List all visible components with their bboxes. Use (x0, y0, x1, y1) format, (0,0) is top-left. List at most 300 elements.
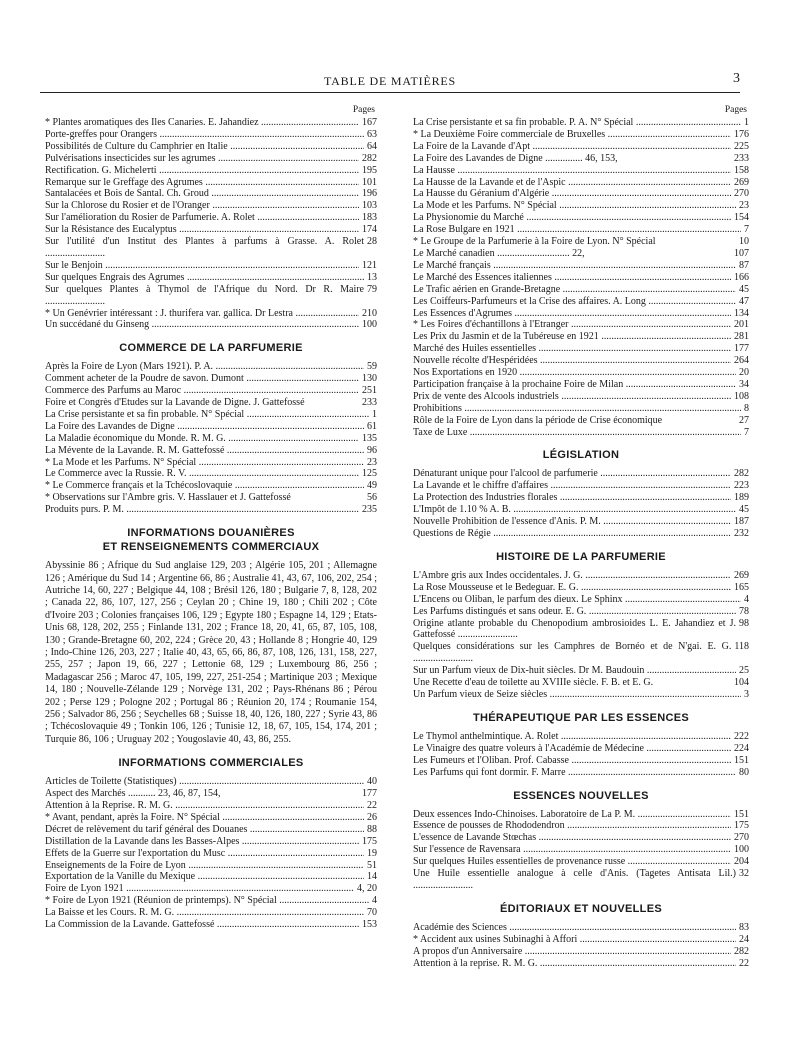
entry-title: Exportation de la Vanille du Mexique ..... (45, 871, 364, 883)
entry-title: Marché des Huiles essentielles ..... (413, 343, 731, 355)
entry-title: Le Marché français ..... (413, 260, 736, 272)
toc-entry (45, 480, 377, 492)
toc-entry (45, 919, 377, 931)
entry-page: 154 (734, 212, 749, 224)
toc-entry (413, 665, 749, 677)
entry-page: 201 (734, 319, 749, 331)
entry-page: 195 (362, 164, 377, 176)
entry-page: 269 (734, 176, 749, 188)
toc-entry (45, 177, 377, 189)
entry-title: La Foire des Lavandes de Digne ..... (45, 421, 364, 433)
entry-page: 187 (734, 516, 749, 528)
entry-page: 165 (734, 581, 749, 593)
toc-entry (413, 284, 749, 296)
entry-page: 10 (739, 236, 749, 248)
entry-title: Effets de la Guerre sur l'exportation du Musc ..... (45, 848, 364, 860)
entry-page: 175 (362, 835, 377, 847)
entry-title: Articles de Toilette (Statistiques) ..... (45, 776, 364, 788)
entry-title: Un Parfum vieux de Seize siècles ..... (413, 689, 741, 701)
toc-entry (413, 832, 749, 844)
list-legislation (413, 468, 749, 539)
toc-entry (45, 284, 377, 308)
entry-title: Foire de Lyon 1921 ..... (45, 883, 354, 895)
toc-entry (413, 516, 749, 528)
entry-page: 47 (739, 295, 749, 307)
toc-entry (45, 433, 377, 445)
entry-title: Essence de pousses de Rhododendron ..... (413, 820, 731, 832)
list-histoire (413, 570, 749, 701)
entry-title: Enseignements de la Foire de Lyon ..... (45, 860, 364, 872)
entry-title: Attention à la Reprise. R. M. G. ..... (45, 800, 364, 812)
toc-entry (413, 922, 749, 934)
page-header (40, 68, 740, 93)
entry-page: 28 (367, 236, 377, 248)
entry-title: Comment acheter de la Poudre de savon. Dumont ..... (45, 373, 359, 385)
entry-page: 59 (367, 361, 377, 373)
entry-title: Quelques considérations sur les Camphres de Bornéo et de N'gai. E. G. ..... (413, 641, 731, 665)
entry-page: 22 (739, 957, 749, 969)
entry-title: Décret de relèvement du tarif général des Douanes ..... (45, 824, 364, 836)
toc-entry (45, 236, 377, 260)
entry-page: 135 (362, 432, 377, 444)
entry-title: Sur le Benjoin ..... (45, 260, 359, 272)
entry-title: La Rose Bulgare en 1921 ..... (413, 224, 741, 236)
entry-title: La Lavande et le chiffre d'affaires ..... (413, 480, 731, 492)
entry-title: Participation française à la prochaine Foire de Milan ..... (413, 379, 736, 391)
pages-label-right: Pages (724, 105, 747, 115)
section-title-histoire: HISTOIRE DE LA PARFUMERIE (496, 550, 666, 563)
section-title-douanes-line1: INFORMATIONS DOUANIÈRES (127, 527, 295, 540)
toc-entry (45, 200, 377, 212)
entry-title: Produits purs. P. M. ..... (45, 504, 359, 516)
entry-title: Nouvelle récolte d'Hespéridées ..... (413, 355, 731, 367)
entry-title: Le Marché des Essences italiennes ..... (413, 272, 731, 284)
toc-entry (45, 776, 377, 788)
entry-title: Les Prix du Jasmin et de la Tubéreuse en 1921 ..... (413, 331, 731, 343)
entry-page: 4 (372, 895, 377, 907)
entry-page: 167 (362, 117, 377, 128)
entry-page: 222 (734, 730, 749, 742)
entry-page: 83 (739, 921, 749, 933)
entry-title: Les Parfums qui font dormir. F. Marre ..... (413, 767, 736, 779)
toc-entry (413, 689, 749, 701)
toc-entry (45, 445, 377, 457)
entry-title: Distillation de la Lavande dans les Basses-Alpes ..... (45, 836, 359, 848)
entry-title: Taxe de Luxe ..... (413, 427, 741, 439)
entry-title: La Hausse ..... (413, 165, 731, 177)
entry-page: 103 (362, 200, 377, 212)
entry-page: 281 (734, 331, 749, 343)
entry-page: 177 (734, 343, 749, 355)
entry-page: 196 (362, 188, 377, 200)
entry-page: 233 (362, 397, 377, 409)
entry-title: * Foire de Lyon 1921 (Réunion de printemps). N° Spécial ..... (45, 895, 369, 907)
douanes-paragraph: Abyssinie 86 ; Afrique du Sud anglaise 129, 203 ; Algérie 105, 201 ; Allemagne 126 ; Amérique du Sud 14 ; Argentine 66, 86 ; Australie 41, 43, 67, 106, 202, 254 ; Autriche 14, 60, 227 ; Belgique 44, 108 ; Brésil 126, 180 ; Bulgarie 7, 8, 128, 202 ; Canada 22, 86, 107, 127, 256 ; Ceylan 20 ; Chine 19, 180 ; Chili 202 ; Côte d'Ivoire 203 ; Colonies françaises 106, 129 ; Egypte 180 ; Espagne 14, 129 ; Etats-Unis 68, 128, 202, 255 ; Finlande 131, 202 ; France 18, 20, 41, 65, 87, 105, 108, 130 ; Grande-Bretagne 60, 202, 224 ; Grèce 20, 43 ; Hollande 8 ; Hongrie 40, 129 ; Indo-Chine 126, 203, 227 ; Italie 40, 43, 65, 66, 86, 87, 108, 126, 131, 158, 227, 255, 257 ; Japon 19, 66, 227 ; Lettonie 68, 129 ; Luxembourg 86, 256 ; Madagascar 256 ; Maroc 47, 105, 199, 227, 251-254 ; Martinique 203 ; Mexique 14, 180 ; Nouvelle-Zélande 129 ; Norvège 131, 202 ; Pays-Rhénans 86 ; Pérou 202 ; Perse 129 ; Pologne 202 ; Portugal 86 ; Réunion 20, 174 ; Roumanie 154, 256 ; Salvador 86, 256 ; Seychelles 68 ; Suisse 18, 40, 126, 180, 227 ; Syrie 43, 86 ; Tchécoslovaquie 49 ; Tonkin 106, 126 ; Tunisie 12, 18, 67, 105, 154, 174, 201 ; Turquie 86, 106 ; Uruguay 202 ; Yougoslavie 40, 43, 86, 255. (45, 560, 377, 745)
entry-title: Sur l'essence de Ravensara ..... (413, 844, 731, 856)
entry-page: 56 (367, 492, 377, 504)
entry-page: 232 (734, 528, 749, 539)
entry-page: 100 (734, 844, 749, 856)
entry-page: 151 (734, 754, 749, 766)
toc-entry (413, 618, 749, 642)
entry-title: * Accident aux usines Subinaghi à Affori ..... (413, 934, 736, 946)
entry-page: 251 (362, 385, 377, 397)
entry-page: 61 (367, 420, 377, 432)
entry-title: Dénaturant unique pour l'alcool de parfumerie ..... (413, 468, 731, 480)
section-title-douanes (45, 526, 377, 554)
list-therapeutique (413, 731, 749, 779)
entry-page: 204 (734, 856, 749, 868)
entry-page: 45 (739, 504, 749, 516)
entry-page: 32 (739, 868, 749, 880)
toc-entry (413, 946, 749, 958)
toc-entry (413, 379, 749, 391)
entry-page: 100 (362, 319, 377, 331)
toc-entry (45, 272, 377, 284)
entry-title: Les Essences d'Agrumes ..... (413, 308, 731, 320)
entry-page: 64 (367, 140, 377, 152)
toc-entry (413, 272, 749, 284)
entry-page: 177 (362, 788, 377, 800)
entry-page: 282 (734, 945, 749, 957)
entry-page: 224 (734, 742, 749, 754)
entry-title: Sur la Chlorose du Rosier et de l'Oranger ..... (45, 200, 359, 212)
entry-page: 183 (362, 212, 377, 224)
toc-entry (45, 788, 377, 800)
toc-entry (45, 871, 377, 883)
entry-page: 176 (734, 128, 749, 140)
entry-page: 282 (734, 468, 749, 480)
toc-entry (413, 856, 749, 868)
toc-entry (45, 895, 377, 907)
entry-title: Origine atlante probable du Chenopodium ambrosioides L. E. Jahandiez et J. Gattefossé ..... (413, 618, 736, 642)
entry-page: 49 (367, 480, 377, 492)
entry-page: 27 (739, 414, 749, 426)
toc-entry (413, 331, 749, 343)
entry-title: * Plantes aromatiques des Iles Canaries. E. Jahandiez ..... (45, 117, 359, 129)
entry-page: 79 (367, 283, 377, 295)
entry-title: Le Trafic aérien en Grande-Bretagne ..... (413, 284, 736, 296)
toc-entry (45, 848, 377, 860)
right-column (413, 104, 749, 969)
toc-entry (413, 809, 749, 821)
entry-title: Les Parfums distingués et sans odeur. E. G. ..... (413, 606, 736, 618)
toc-entry (413, 391, 749, 403)
entry-page: 20 (739, 367, 749, 379)
toc-entry (413, 958, 749, 970)
toc-entry (45, 824, 377, 836)
entry-page: 22 (367, 800, 377, 811)
toc-entry (45, 373, 377, 385)
entry-page: 1 (744, 117, 749, 128)
entry-page: 264 (734, 355, 749, 367)
entry-title: Sur quelques Huiles essentielles de provenance russe ..... (413, 856, 731, 868)
toc-entry (413, 606, 749, 618)
section-title-legislation: LÉGISLATION (542, 449, 620, 462)
entry-page: 118 (734, 641, 749, 653)
entry-title: L'essence de Lavande Stœchas ..... (413, 832, 731, 844)
list-essences (413, 809, 749, 892)
entry-title: Les Coiffeurs-Parfumeurs et la Crise des affaires. A. Long ..... (413, 296, 736, 308)
toc-entry (413, 868, 749, 892)
toc-entry (413, 248, 749, 260)
entry-page: 7 (744, 224, 749, 236)
toc-entry (45, 397, 377, 409)
entry-title: * La Deuxième Foire commerciale de Bruxelles ..... (413, 129, 731, 141)
toc-entry (413, 165, 749, 177)
toc-entry (413, 188, 749, 200)
toc-entry (413, 415, 749, 427)
entry-page: 104 (734, 677, 749, 689)
entry-title: Une Huile essentielle analogue à celle d'Anis. (Tagetes Antisata Lil.) ..... (413, 868, 736, 892)
entry-title: La Mévente de la Lavande. R. M. Gattefossé ..... (45, 445, 364, 457)
toc-entry (45, 153, 377, 165)
toc-entry (413, 743, 749, 755)
entry-title: * Avant, pendant, après la Foire. N° Spécial ..... (45, 812, 364, 824)
entry-title: Sur l'amélioration du Rosier de Parfumerie. A. Rolet ..... (45, 212, 359, 224)
entry-title: Rôle de la Foire de Lyon dans la période de Crise économique (413, 414, 663, 426)
entry-page: 153 (362, 919, 377, 931)
toc-entry (45, 504, 377, 516)
entry-page: 269 (734, 569, 749, 581)
section-title-commerce: COMMERCE DE LA PARFUMERIE (119, 342, 303, 355)
toc-entry (413, 117, 749, 129)
page-number: 3 (733, 71, 740, 86)
entry-title: * Les Foires d'échantillons à l'Etranger ..... (413, 319, 731, 331)
toc-entry (413, 153, 749, 165)
entry-page: 134 (734, 307, 749, 319)
entry-title: La Hausse de la Lavande et de l'Aspic ..... (413, 177, 731, 189)
list-informations (45, 776, 377, 931)
section-title-editoriaux: ÉDITORIAUX ET NOUVELLES (500, 902, 662, 915)
entry-title: L'Ambre gris aux Indes occidentales. J. G. ..... (413, 570, 731, 582)
toc-entry (413, 308, 749, 320)
toc-entry (413, 355, 749, 367)
toc-entry (413, 236, 749, 248)
toc-entry (413, 731, 749, 743)
toc-entry (413, 260, 749, 272)
entry-page: 88 (367, 823, 377, 835)
section-title-essences: ESSENCES NOUVELLES (513, 789, 649, 802)
entry-page: 34 (739, 378, 749, 390)
entry-title: * Observations sur l'Ambre gris. V. Hasslauer et J. Gattefossé (45, 492, 291, 504)
toc-entry (45, 860, 377, 872)
entry-page: 13 (367, 271, 377, 283)
entry-page: 107 (734, 247, 749, 259)
entry-title: La Commission de la Lavande. Gattefossé ..... (45, 919, 359, 931)
entry-page: 78 (739, 605, 749, 617)
entry-page: 51 (367, 859, 377, 871)
entry-page: 24 (739, 933, 749, 945)
toc-entry (413, 582, 749, 594)
entry-page: 45 (739, 283, 749, 295)
left-column (45, 104, 377, 931)
entry-page: 63 (367, 128, 377, 140)
toc-entry (413, 367, 749, 379)
toc-entry (45, 907, 377, 919)
toc-entry (45, 812, 377, 824)
entry-title: Possibilités de Culture du Camphrier en Italie ..... (45, 141, 364, 153)
entry-title: La Mode et les Parfums. N° Spécial ..... (413, 200, 736, 212)
entry-title: Les Fumeurs et l'Oliban. Prof. Cabasse ..... (413, 755, 731, 767)
entry-page: 80 (739, 766, 749, 778)
toc-entry (413, 468, 749, 480)
entry-page: 40 (367, 776, 377, 788)
entry-title: Prix de vente des Alcools industriels ..... (413, 391, 731, 403)
entry-page: 270 (734, 188, 749, 200)
entry-title: La Physionomie du Marché ..... (413, 212, 731, 224)
entry-page: 19 (367, 847, 377, 859)
entry-title: Deux essences Indo-Chinoises. Laboratoire de La P. M. ..... (413, 809, 731, 821)
toc-entry (413, 224, 749, 236)
toc-entry (413, 641, 749, 665)
section-title-informations: INFORMATIONS COMMERCIALES (118, 757, 304, 770)
entry-title: Le Commerce avec la Russie. R. V. ..... (45, 468, 359, 480)
entry-title: Sur un Parfum vieux de Dix-huit siècles. Dr M. Baudouin ..... (413, 665, 736, 677)
entry-title: Sur quelques Plantes à Thymol de l'Afrique du Nord. Dr R. Maire ..... (45, 284, 364, 308)
entry-title: La Crise persistante et sa fin probable. P. A. N° Spécial ..... (413, 117, 741, 129)
entry-title: Questions de Régie ..... (413, 528, 731, 540)
entry-page: 96 (367, 444, 377, 456)
toc-entry (45, 457, 377, 469)
entry-title: Prohibitions ..... (413, 403, 741, 415)
entry-title: * La Mode et les Parfums. N° Spécial ..... (45, 457, 364, 469)
entry-page: 121 (362, 259, 377, 271)
toc-entry (413, 343, 749, 355)
entry-title: La Foire de la Lavande d'Apt ..... (413, 141, 731, 153)
toc-entry (413, 492, 749, 504)
section-title-therapeutique: THÉRAPEUTIQUE PAR LES ESSENCES (473, 711, 689, 724)
entry-title: Le Vinaigre des quatre voleurs à l'Académie de Médecine ..... (413, 743, 731, 755)
entry-page: 151 (734, 808, 749, 820)
entry-title: La Foire des Lavandes de Digne ............... 46, 153, (413, 152, 618, 164)
entry-title: * Le Groupe de la Parfumerie à la Foire de Lyon. N° Spécial (413, 236, 656, 248)
entry-title: Une Recette d'eau de toilette au XVIIIe siècle. F. B. et E. G. (413, 677, 654, 689)
entry-title: Le Thymol anthelmintique. A. Rolet ..... (413, 731, 731, 743)
entry-page: 23 (739, 200, 749, 212)
toc-entry (45, 188, 377, 200)
toc-entry (413, 200, 749, 212)
entry-page: 174 (362, 224, 377, 236)
entry-page: 8 (744, 402, 749, 414)
toc-entry (413, 141, 749, 153)
entry-page: 166 (734, 271, 749, 283)
entry-title: Santalacées et Bois de Santal. Ch. Groud ..... (45, 188, 359, 200)
toc-entry (45, 212, 377, 224)
toc-entry (45, 409, 377, 421)
toc-entry (413, 844, 749, 856)
entry-title: Le Marché canadien ............................. 22, (413, 247, 585, 259)
list-commerce-cont (413, 117, 749, 438)
entry-page: 270 (734, 832, 749, 844)
entry-title: Après la Foire de Lyon (Mars 1921). P. A. ..... (45, 361, 364, 373)
entry-title: Remarque sur le Greffage des Agrumes ..... (45, 177, 359, 189)
entry-page: 223 (734, 480, 749, 492)
entry-title: Aspect des Marchés ........... 23, 46, 87, 154, (45, 788, 221, 800)
entry-page: 175 (734, 820, 749, 832)
entry-title: Nos Exportations en 1920 ..... (413, 367, 736, 379)
toc-entry (413, 480, 749, 492)
entry-title: Commerce des Parfums au Maroc ..... (45, 385, 359, 397)
entry-page: 233 (734, 152, 749, 164)
toc-entry (413, 319, 749, 331)
toc-entry (45, 385, 377, 397)
entry-title: Pulvérisations insecticides sur les agrumes ..... (45, 153, 359, 165)
toc-entry (413, 296, 749, 308)
list-plantes (45, 117, 377, 331)
entry-page: 4 (744, 593, 749, 605)
entry-page: 23 (367, 456, 377, 468)
entry-page: 125 (362, 468, 377, 480)
entry-title: Sur la Résistance des Eucalyptus ..... (45, 224, 359, 236)
entry-title: La Baisse et les Cours. R. M. G. ..... (45, 907, 364, 919)
toc-entry (45, 468, 377, 480)
toc-entry (413, 934, 749, 946)
toc-entry (413, 594, 749, 606)
toc-entry (45, 883, 377, 895)
toc-entry (45, 224, 377, 236)
toc-entry (413, 129, 749, 141)
list-editoriaux (413, 922, 749, 970)
entry-title: La Maladie économique du Monde. R. M. G. ..... (45, 433, 359, 445)
toc-entry (413, 820, 749, 832)
entry-title: L'Encens ou Oliban, le parfum des dieux. Le Sphinx ..... (413, 594, 741, 606)
entry-title: La Crise persistante et sa fin probable. N° Spécial ..... (45, 409, 369, 421)
toc-entry (413, 212, 749, 224)
entry-title: Nouvelle Prohibition de l'essence d'Anis. P. M. ..... (413, 516, 731, 528)
toc-entry (45, 117, 377, 129)
entry-title: Attention à la reprise. R. M. G. ..... (413, 958, 736, 970)
entry-page: 158 (734, 164, 749, 176)
entry-page: 130 (362, 373, 377, 385)
section-title-douanes-line2: ET RENSEIGNEMENTS COMMERCIAUX (102, 541, 320, 554)
entry-title: La Hausse du Géranium d'Algérie ..... (413, 188, 731, 200)
entry-page: 235 (362, 504, 377, 516)
entry-title: Un succédané du Ginseng ..... (45, 319, 359, 331)
entry-page: 108 (734, 390, 749, 402)
entry-title: Académie des Sciences ..... (413, 922, 736, 934)
toc-entry (413, 767, 749, 779)
list-commerce (45, 361, 377, 516)
entry-title: Sur quelques Engrais des Agrumes ..... (45, 272, 364, 284)
entry-page: 225 (734, 140, 749, 152)
toc-entry (45, 319, 377, 331)
toc-entry (413, 755, 749, 767)
entry-page: 3 (744, 688, 749, 700)
entry-page: 101 (362, 176, 377, 188)
toc-entry (45, 129, 377, 141)
toc-entry (45, 141, 377, 153)
entry-title: A propos d'un Anniversaire ..... (413, 946, 731, 958)
toc-entry (45, 361, 377, 373)
entry-title: Foire et Congrès d'Etudes sur la Lavande de Digne. J. Gattefossé (45, 397, 305, 409)
toc-entry (45, 492, 377, 504)
header-title: TABLE DE MATIÈRES (324, 74, 456, 88)
toc-entry (413, 504, 749, 516)
entry-page: 189 (734, 492, 749, 504)
toc-entry (45, 260, 377, 272)
entry-page: 70 (367, 907, 377, 919)
toc-entry (45, 836, 377, 848)
entry-page: 98 (739, 617, 749, 629)
entry-page: 4, 20 (357, 883, 377, 895)
toc-entry (413, 677, 749, 689)
toc-entry (45, 308, 377, 320)
toc-entry (413, 570, 749, 582)
entry-title: L'Impôt de 1.10 % A. B. ..... (413, 504, 736, 516)
entry-page: 14 (367, 871, 377, 883)
toc-entry (413, 403, 749, 415)
